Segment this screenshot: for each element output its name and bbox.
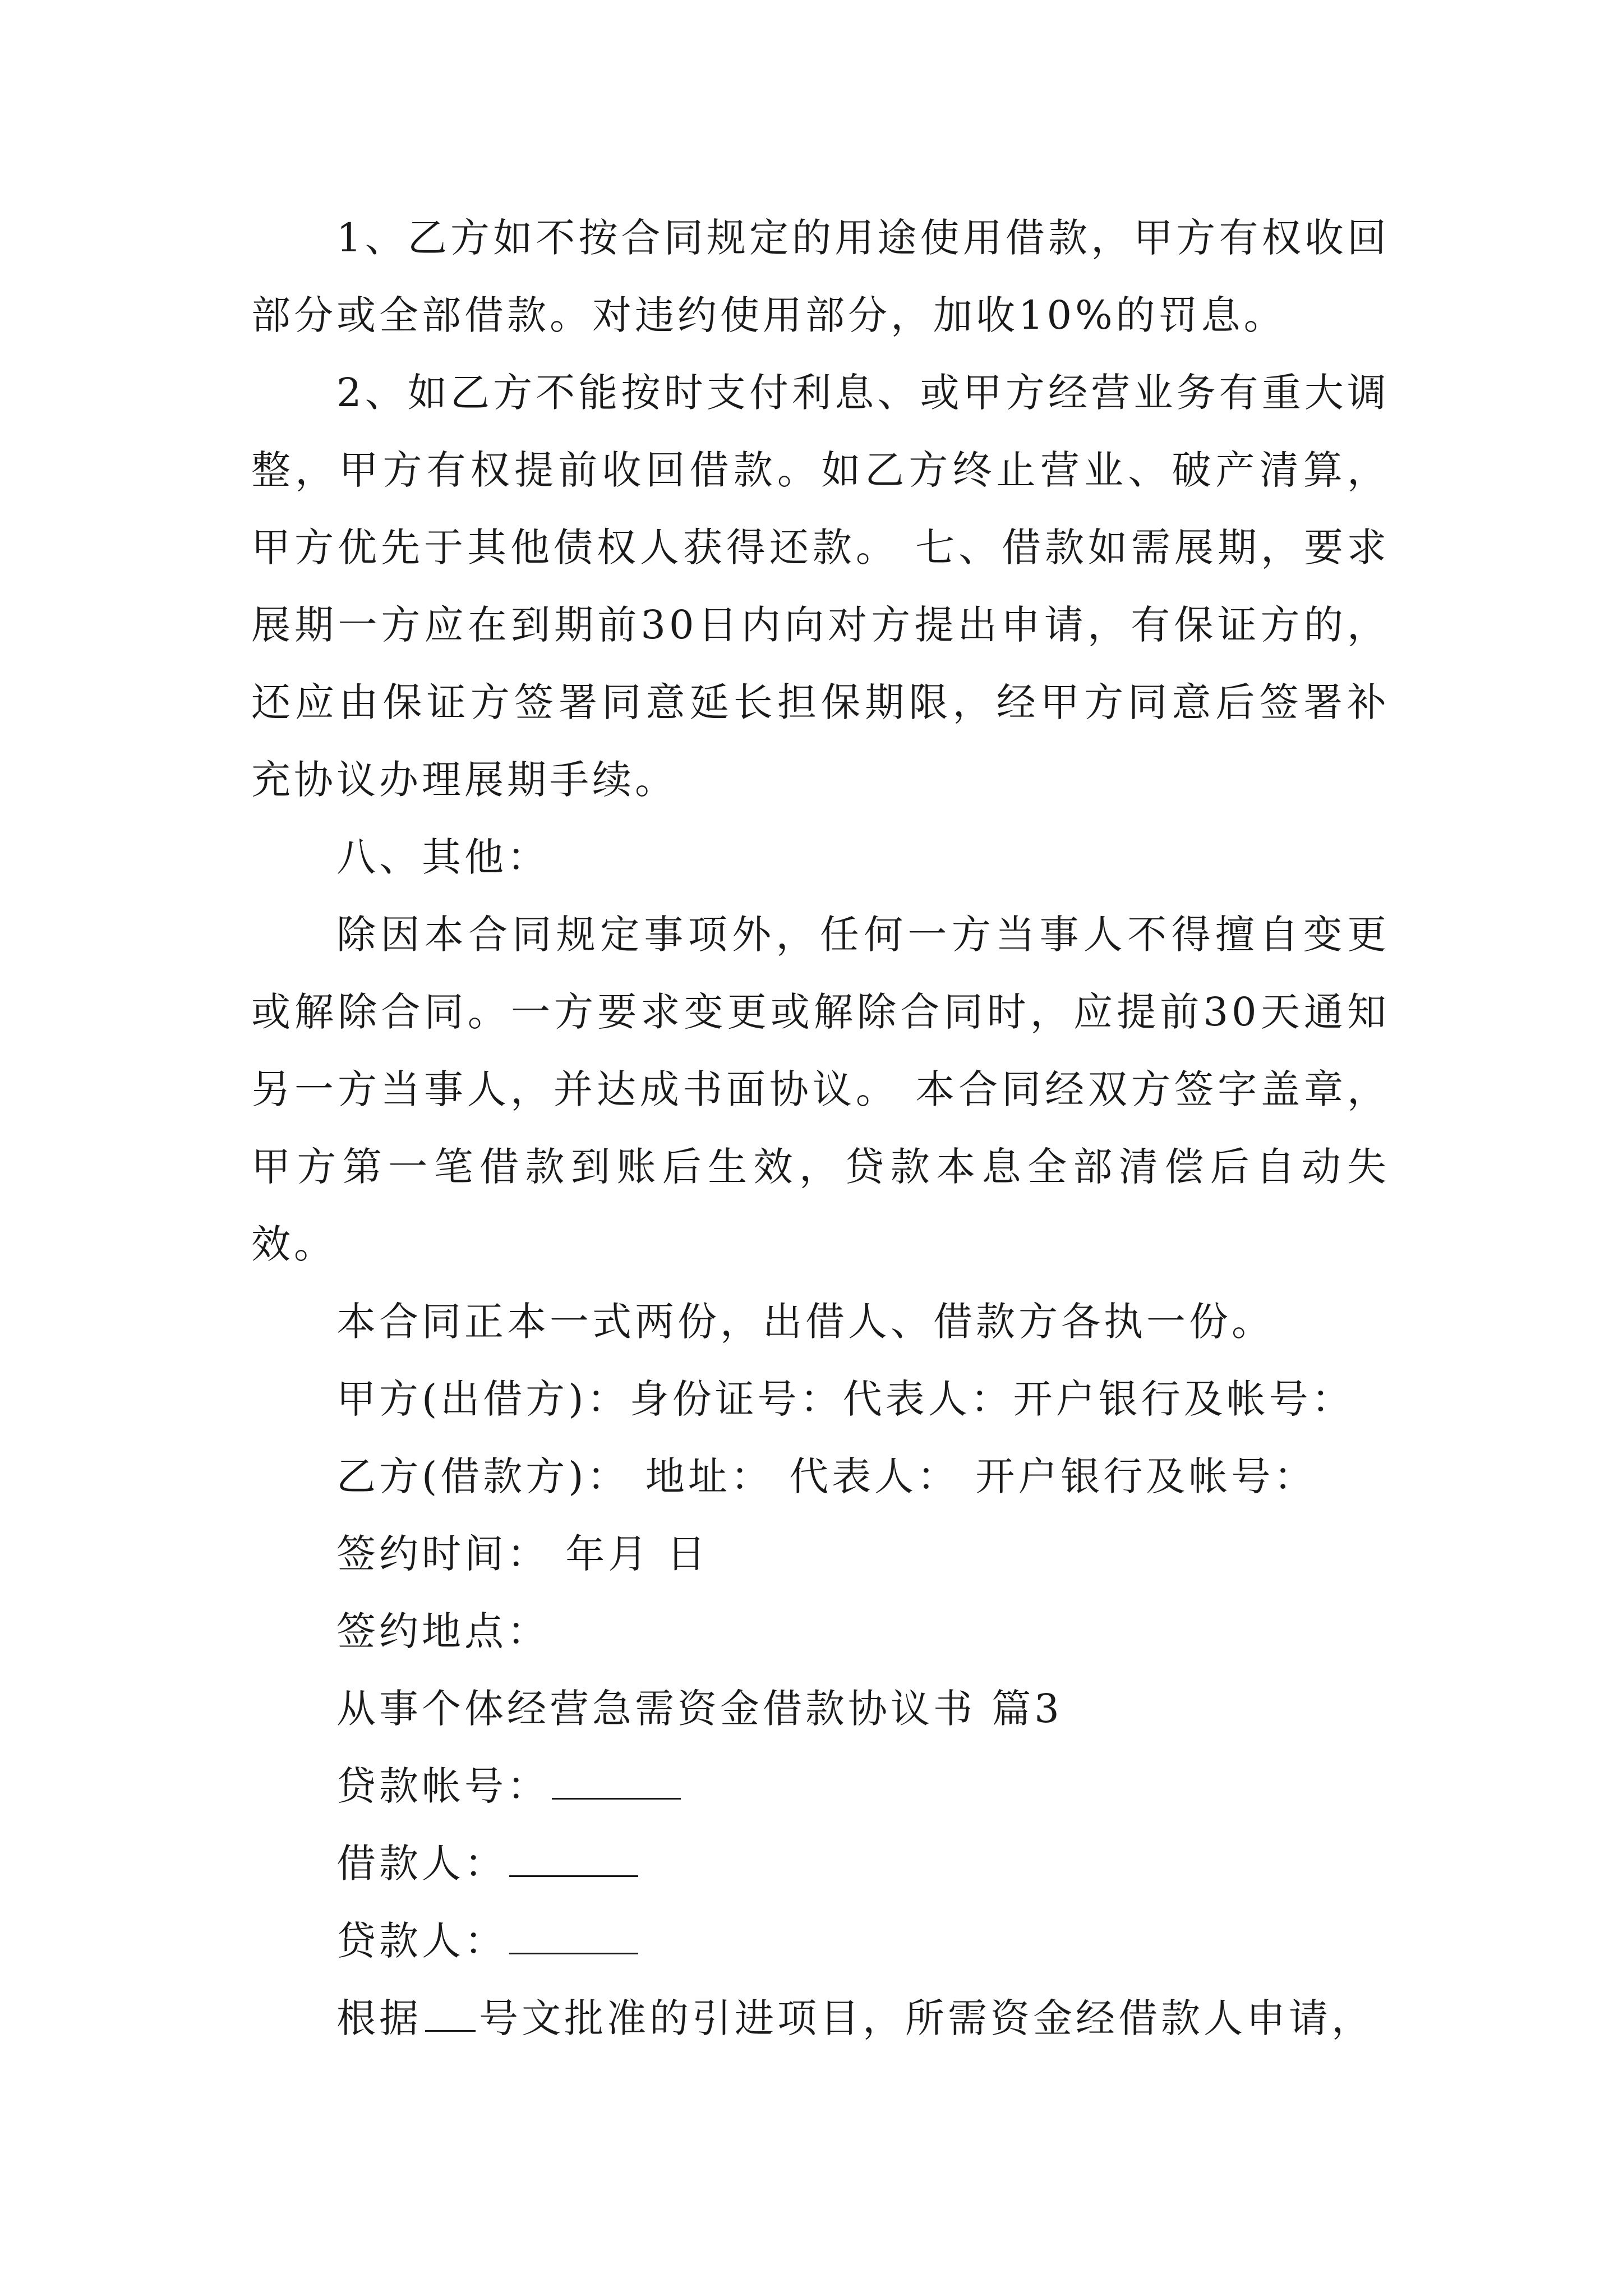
clause-1-paragraph: 1、乙方如不按合同规定的用途使用借款，甲方有权收回部分或全部借款。对违约使用部分，加收10%的罚息。 (251, 215, 1390, 338)
copies-line: 本合同正本一式两份，出借人、借款方各执一份。 (336, 1299, 1274, 1345)
approval-line (251, 1980, 1390, 2057)
lender-blank (509, 1916, 638, 1954)
party-a-line: 甲方(出借方)：身份证号：代表人：开户银行及帐号： (336, 1376, 1354, 1422)
section-title-line: 从事个体经营急需资金借款协议书 篇3 (336, 1686, 1063, 1732)
borrower-blank (509, 1838, 638, 1877)
modification-paragraph: 除因本合同规定事项外，任何一方当事人不得擅自变更或解除合同。一方要求变更或解除合同时，应提前30天通知另一方当事人，并达成书面协议。 本合同经双方签字盖章，甲方第一笔借款到账后生效，贷款本息全部清偿后自动失效。 (251, 912, 1390, 1267)
borrower-label: 借款人： (336, 1841, 507, 1887)
loan-account-label: 贷款帐号： (336, 1763, 550, 1809)
party-b-line: 乙方(借款方)： 地址： 代表人： 开户银行及帐号： (336, 1453, 1317, 1499)
signing-place-line: 签约地点： (336, 1608, 550, 1654)
approval-suffix: 号文批准的引进项目，所需资金经借款人申请， (479, 1995, 1374, 2041)
loan-account-blank (552, 1761, 681, 1800)
lender-line (251, 1902, 1390, 1980)
borrower-line (251, 1825, 1390, 1902)
section-other-heading: 八、其他： (336, 834, 550, 880)
document-body (251, 199, 1390, 2057)
document-number-blank (425, 1993, 476, 2032)
approval-prefix: 根据 (336, 1995, 422, 2041)
clause-2-paragraph: 2、如乙方不能按时支付利息、或甲方经营业务有重大调整，甲方有权提前收回借款。如乙方终止营业、破产清算，甲方优先于其他债权人获得还款。 七、借款如需展期，要求展期一方应在到期前30日内向对方提出申请，有保证方的，还应由保证方签署同意延长担保期限，经甲方同意后签署补充协议办理展期手续。 (251, 370, 1390, 803)
loan-account-line (251, 1747, 1390, 1825)
lender-label: 贷款人： (336, 1918, 507, 1964)
signing-date-line: 签约时间： 年月 日 (336, 1531, 709, 1577)
